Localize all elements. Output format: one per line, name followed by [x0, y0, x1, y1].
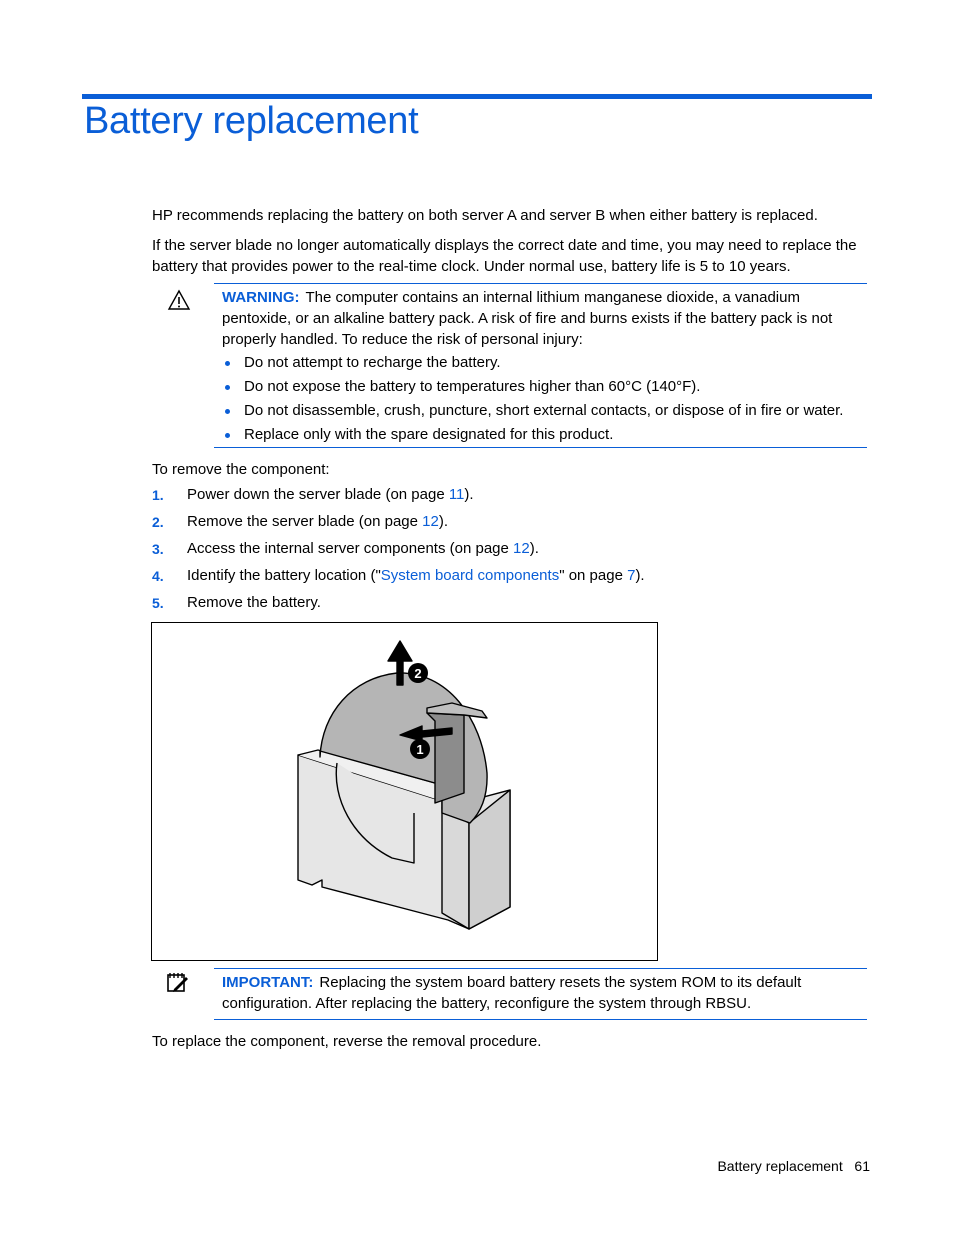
bullet-dot-icon: [225, 385, 230, 390]
important-top-rule: [214, 968, 867, 969]
important-text: [222, 972, 862, 1014]
step-3: 3. Access the internal server components (on page 12).: [152, 540, 539, 557]
important-body: Replacing the system board battery resets the system ROM to its default configuration. After replacing the battery, reconfigure the system through RBSU.: [222, 974, 802, 1012]
warning-body: The computer contains an internal lithium manganese dioxide, a vanadium pentoxide, or an alkaline battery pack. A risk of fire and burns exists if the battery pack is not properly handled. To reduce the risk of personal injury:: [222, 289, 833, 348]
warning-text: [222, 287, 862, 350]
step-1: 1. Power down the server blade (on page 11).: [152, 486, 474, 503]
page-link[interactable]: 12: [422, 513, 439, 530]
page-link[interactable]: 11: [448, 486, 465, 503]
list-item: Replace only with the spare designated for this product.: [222, 423, 862, 447]
bullet-dot-icon: [225, 433, 230, 438]
list-item: Do not expose the battery to temperatures higher than 60°C (140°F).: [222, 375, 862, 399]
callout-2: 2: [414, 666, 422, 681]
important-icon: [166, 972, 190, 999]
bullet-dot-icon: [225, 361, 230, 366]
removal-steps: [152, 484, 867, 619]
warning-top-rule: [214, 283, 867, 284]
remove-intro: To remove the component:: [152, 461, 330, 478]
bullet-dot-icon: [225, 409, 230, 414]
section-link[interactable]: System board components: [380, 567, 560, 584]
list-item: Do not attempt to recharge the battery.: [222, 351, 862, 375]
page-link[interactable]: 12: [513, 540, 530, 557]
step-4: 4. Identify the battery location ("System board components" on page 7).: [152, 567, 645, 584]
title-rule: [82, 94, 872, 99]
replace-paragraph: To replace the component, reverse the removal procedure.: [152, 1033, 542, 1050]
battery-removal-figure: [151, 622, 658, 961]
page-link[interactable]: 7: [627, 567, 636, 584]
warning-label: WARNING:: [222, 289, 300, 306]
warning-bottom-rule: [214, 447, 867, 448]
intro-paragraph-2: If the server blade no longer automatically displays the correct date and time, you may need to replace the battery that provides power to the real-time clock. Under normal use, battery life is 5 to 10 years.: [152, 237, 857, 275]
important-label: IMPORTANT:: [222, 974, 314, 991]
callout-1: 1: [416, 742, 424, 757]
page-footer: [700, 1158, 870, 1174]
list-item: Do not disassemble, crush, puncture, short external contacts, or dispose of in fire or water.: [222, 399, 862, 423]
battery-illustration: [152, 623, 657, 960]
footer-page-number: 61: [854, 1158, 870, 1174]
footer-section: Battery replacement: [717, 1158, 843, 1174]
intro-paragraph-1: HP recommends replacing the battery on both server A and server B when either battery is replaced.: [152, 207, 818, 224]
page-title: Battery replacement: [84, 100, 419, 142]
step-2: 2. Remove the server blade (on page 12).: [152, 513, 448, 530]
warning-icon: [167, 289, 191, 316]
warning-bullets: [222, 351, 862, 447]
important-bottom-rule: [214, 1019, 867, 1020]
step-5: 5. Remove the battery.: [152, 594, 321, 611]
